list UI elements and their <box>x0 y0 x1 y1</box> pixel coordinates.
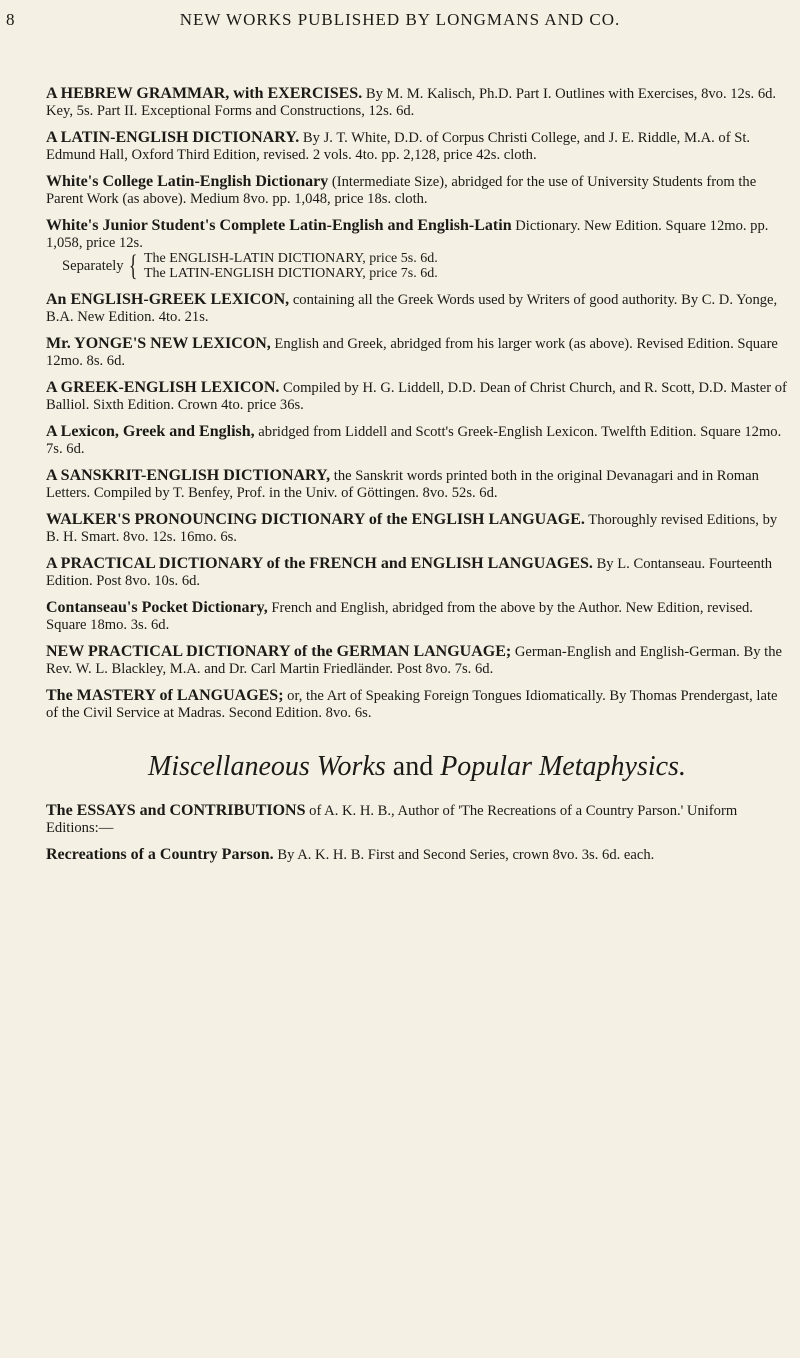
entry-whites-college <box>46 174 788 207</box>
entry-sanskrit-english <box>46 468 788 501</box>
entry-heading: An ENGLISH-GREEK LEXICON, <box>46 291 290 308</box>
page-number: 8 <box>6 10 15 29</box>
entry-text: Compiled by H. G. Liddell, D.D. Dean of Christ Church, and R. Scott, D.D. Master of Balliol. Sixth Edition. Crown 4to. price 36s. <box>46 380 787 413</box>
entry-heading: A PRACTICAL DICTIONARY of the FRENCH and ENGLISH LANGUAGES. <box>46 555 593 572</box>
entry-heading: A HEBREW GRAMMAR, with EXERCISES. <box>46 85 363 102</box>
entry-contanseau-pocket <box>46 600 788 633</box>
entry-french-english <box>46 556 788 589</box>
entry-heading: White's College Latin-English Dictionary <box>46 173 329 190</box>
entry-walkers-pronouncing <box>46 512 788 545</box>
entry-text: of A. K. H. B., Author of 'The Recreations of a Country Parson.' Uniform Editions:— <box>46 803 738 836</box>
entry-text: French and English, abridged from the above by the Author. New Edition, revised. Square 18mo. 3s. 6d. <box>46 600 753 633</box>
entry-recreations-country-parson <box>46 847 788 864</box>
section-title-part: Miscellaneous Works <box>148 751 386 782</box>
entry-latin-english-dictionary <box>46 130 788 163</box>
entry-heading: The MASTERY of LANGUAGES; <box>46 687 284 704</box>
separately-lines <box>144 251 438 281</box>
entry-heading: White's Junior Student's Complete Latin-English and English-Latin <box>46 217 512 234</box>
entry-heading: A GREEK-ENGLISH LEXICON. <box>46 379 280 396</box>
entry-whites-junior <box>46 218 788 281</box>
separately-line: The LATIN-ENGLISH DICTIONARY, price 7s. 6d. <box>144 266 438 281</box>
entry-text: By J. T. White, D.D. of Corpus Christi College, and J. E. Riddle, M.A. of St. Edmund Hall, Oxford Third Edition, revised. 2 vols. 4to. pp. 2,128, price 42s. cloth. <box>46 130 751 163</box>
entry-text: containing all the Greek Words used by Writers of good authority. By C. D. Yonge, B.A. New Edition. 4to. 21s. <box>46 292 778 325</box>
entry-heading: A SANSKRIT-ENGLISH DICTIONARY, <box>46 467 331 484</box>
running-head: NEW WORKS PUBLISHED BY LONGMANS AND CO. <box>179 10 621 29</box>
entry-text: or, the Art of Speaking Foreign Tongues Idiomatically. By Thomas Prendergast, late of the Civil Service at Madras. Second Edition. 8vo. 6s. <box>46 688 778 721</box>
entry-heading: A Lexicon, Greek and English, <box>46 423 255 440</box>
section-title-and: and <box>385 751 441 782</box>
entry-german-dictionary <box>46 644 788 677</box>
entry-lexicon-abridged <box>46 424 788 457</box>
separately-block <box>46 251 788 281</box>
entry-heading: A LATIN-ENGLISH DICTIONARY. <box>46 129 300 146</box>
entry-heading: NEW PRACTICAL DICTIONARY of the GERMAN LANGUAGE; <box>46 643 512 660</box>
entry-text: German-English and English-German. By the Rev. W. L. Blackley, M.A. and Dr. Carl Martin Friedländer. Post 8vo. 7s. 6d. <box>46 644 782 677</box>
content <box>46 86 788 875</box>
entry-greek-english-lexicon <box>46 380 788 413</box>
entry-text: By L. Contanseau. Fourteenth Edition. Post 8vo. 10s. 6d. <box>46 556 773 589</box>
entry-english-greek-lexicon <box>46 292 788 325</box>
section-title <box>46 751 788 783</box>
entry-text: the Sanskrit words printed both in the original Devanagari and in Roman Letters. Compiled by T. Benfey, Prof. in the Univ. of Göttingen. 8vo. 52s. 6d. <box>46 468 759 501</box>
entry-text: By A. K. H. B. First and Second Series, crown 8vo. 3s. 6d. each. <box>273 847 655 863</box>
entry-mastery-of-languages <box>46 688 788 721</box>
entry-heading: Mr. YONGE'S NEW LEXICON, <box>46 335 271 352</box>
page-header <box>0 10 800 40</box>
entry-text: abridged from Liddell and Scott's Greek-English Lexicon. Twelfth Edition. Square 12mo. 7s. 6d. <box>46 424 782 457</box>
section-title-part: Popular Metaphysics. <box>440 751 686 782</box>
entry-essays-contributions <box>46 803 788 836</box>
separately-line: The ENGLISH-LATIN DICTIONARY, price 5s. 6d. <box>144 251 438 266</box>
entry-yonge-lexicon <box>46 336 788 369</box>
entry-hebrew-grammar <box>46 86 788 119</box>
entry-heading: The ESSAYS and CONTRIBUTIONS <box>46 802 306 819</box>
entry-heading: Contanseau's Pocket Dictionary, <box>46 599 268 616</box>
entry-text: Thoroughly revised Editions, by B. H. Smart. 8vo. 12s. 16mo. 6s. <box>46 512 778 545</box>
entry-heading: Recreations of a Country Parson. <box>46 846 274 863</box>
brace-icon: { <box>128 249 138 282</box>
entry-text: Dictionary. New Edition. Square 12mo. pp. 1,058, price 12s. <box>46 218 769 251</box>
entry-heading: WALKER'S PRONOUNCING DICTIONARY of the ENGLISH LANGUAGE. <box>46 511 585 528</box>
entry-text: (Intermediate Size), abridged for the use of University Students from the Parent Work (as above). Medium 8vo. pp. 1,048, price 18s. cloth. <box>46 174 757 207</box>
separately-label: Separately <box>62 257 124 274</box>
entry-text: English and Greek, abridged from his larger work (as above). Revised Edition. Square 12mo. 8s. 6d. <box>46 336 778 369</box>
entry-text: By M. M. Kalisch, Ph.D. Part I. Outlines with Exercises, 8vo. 12s. 6d. Key, 5s. Part II. Exceptional Forms and Constructions, 12s. 6d. <box>46 86 777 119</box>
